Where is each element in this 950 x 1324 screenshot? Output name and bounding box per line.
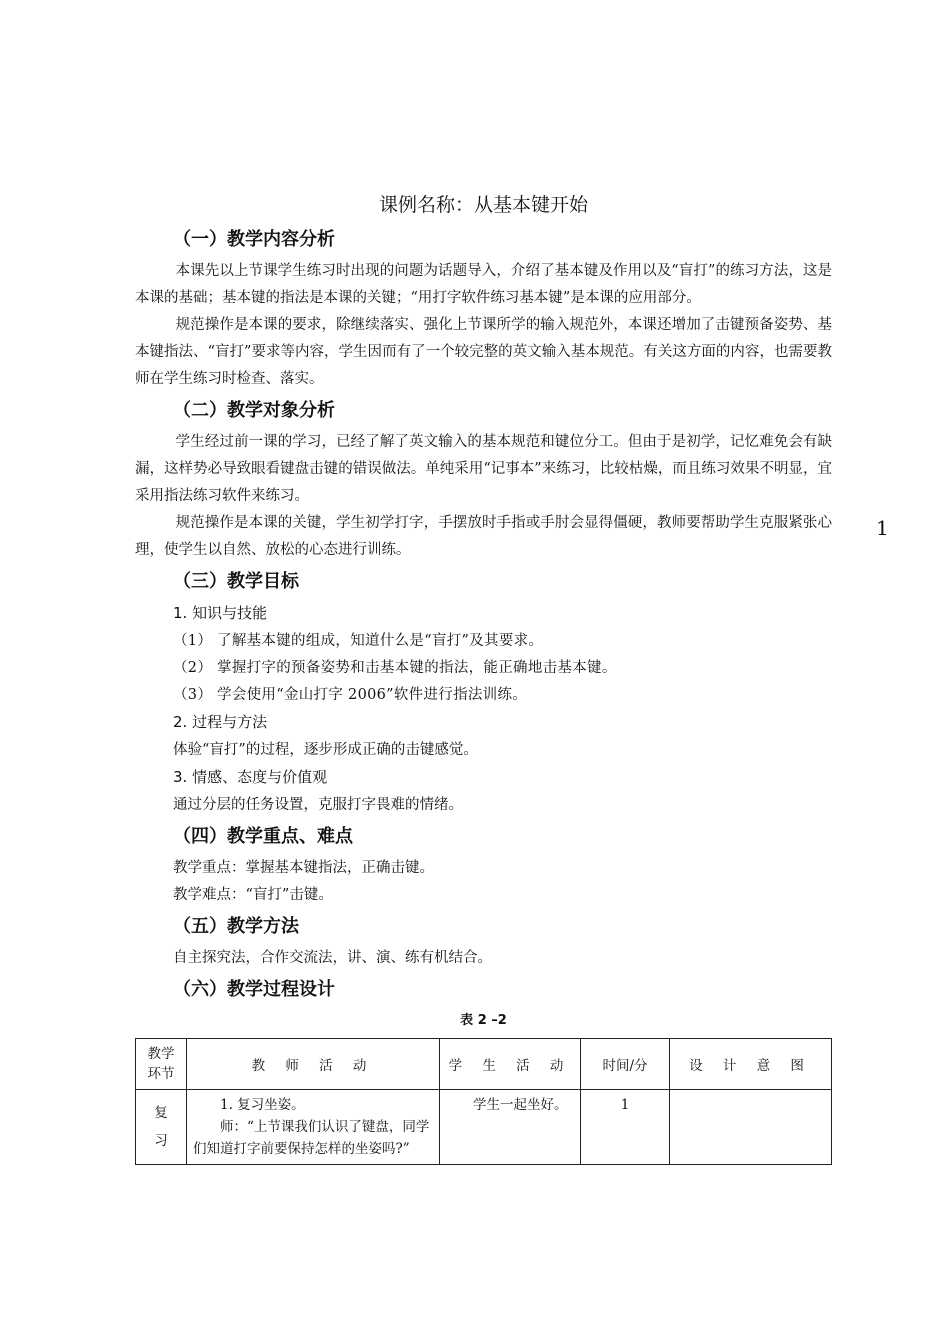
paragraph: 规范操作是本课的关键，学生初学打字，手摆放时手指或手肘会显得僵硬，教师要帮助学生克服紧张心理，使学生以自然、放松的心态进行训练。 xyxy=(135,515,832,558)
objective-item: （3） 学会使用“金山打字 2006”软件进行指法训练。 xyxy=(173,687,528,703)
objective-item: （2） 掌握打字的预备姿势和击基本键的指法，能正确地击基本键。 xyxy=(173,660,617,676)
process-table xyxy=(135,1038,832,1165)
section-heading-key-points: （四）教学重点、难点 xyxy=(173,826,353,847)
header-stage-line1: 教学 xyxy=(147,1046,175,1062)
key-point: 教学重点：掌握基本键指法，正确击键。 xyxy=(173,860,434,876)
cell-intent xyxy=(670,1090,832,1165)
header-intent: 设 计 意 图 xyxy=(670,1039,832,1090)
paragraph: 学生经过前一课的学习，已经了解了英文输入的基本规范和键位分工。但由于是初学，记忆难免会有缺漏，这样势必导致眼看键盘击键的错误做法。单纯采用“记事本”来练习，比较枯燥，而且练习效果不明显，宜采用指法练习软件来练习。 xyxy=(135,434,832,504)
cell-student: 学生一起坐好。 xyxy=(440,1090,581,1165)
subheading-attitude-values: 3. 情感、态度与价值观 xyxy=(173,768,328,786)
subheading-knowledge-skills: 1. 知识与技能 xyxy=(173,604,268,622)
page-number: 1 xyxy=(876,516,889,540)
paragraph: 自主探究法，合作交流法，讲、演、练有机结合。 xyxy=(173,950,492,966)
stage-char: 复 xyxy=(154,1105,168,1121)
header-teacher: 教 师 活 动 xyxy=(187,1039,440,1090)
paragraph: 体验“盲打”的过程，逐步形成正确的击键感觉。 xyxy=(173,742,478,758)
section-heading-objectives: （三）教学目标 xyxy=(173,571,299,592)
cell-teacher xyxy=(187,1090,440,1165)
cell-time: 1 xyxy=(581,1090,670,1165)
objective-item: （1） 了解基本键的组成，知道什么是“盲打”及其要求。 xyxy=(173,633,544,649)
header-time: 时间/分 xyxy=(581,1039,670,1090)
header-student: 学 生 活 动 xyxy=(440,1039,581,1090)
header-stage xyxy=(136,1039,187,1090)
document-page xyxy=(135,190,832,1165)
header-stage-line2: 环节 xyxy=(147,1066,175,1082)
cell-stage xyxy=(136,1090,187,1165)
table-header-row xyxy=(136,1039,832,1090)
section-heading-methods: （五）教学方法 xyxy=(173,916,299,937)
stage-char: 习 xyxy=(154,1133,168,1149)
paragraph: 规范操作是本课的要求，除继续落实、强化上节课所学的输入规范外，本课还增加了击键预备姿势、基本键指法、“盲打”要求等内容，学生因而有了一个较完整的英文输入基本规范。有关这方面的内容，也需要教师在学生练习时检查、落实。 xyxy=(135,317,832,387)
section-heading-process-design: （六）教学过程设计 xyxy=(173,979,335,1000)
teacher-step: 1. 复习坐姿。 xyxy=(220,1097,305,1113)
section-heading-student-analysis: （二）教学对象分析 xyxy=(173,400,335,421)
difficult-point: 教学难点：“盲打”击键。 xyxy=(173,887,333,903)
section-heading-content-analysis: （一）教学内容分析 xyxy=(173,229,335,250)
paragraph: 通过分层的任务设置，克服打字畏难的情绪。 xyxy=(173,797,463,813)
lesson-title: 课例名称：从基本键开始 xyxy=(378,194,588,216)
teacher-dialogue: 师：“上节课我们认识了键盘，同学们知道打字前要保持怎样的坐姿吗?” xyxy=(193,1119,430,1157)
table-row xyxy=(136,1090,832,1165)
paragraph: 本课先以上节课学生练习时出现的问题为话题导入，介绍了基本键及作用以及“盲打”的练习方法，这是本课的基础；基本键的指法是本课的关键；“用打字软件练习基本键”是本课的应用部分。 xyxy=(135,263,832,306)
table-caption: 表 2 –2 xyxy=(460,1013,507,1028)
subheading-process-method: 2. 过程与方法 xyxy=(173,713,268,731)
